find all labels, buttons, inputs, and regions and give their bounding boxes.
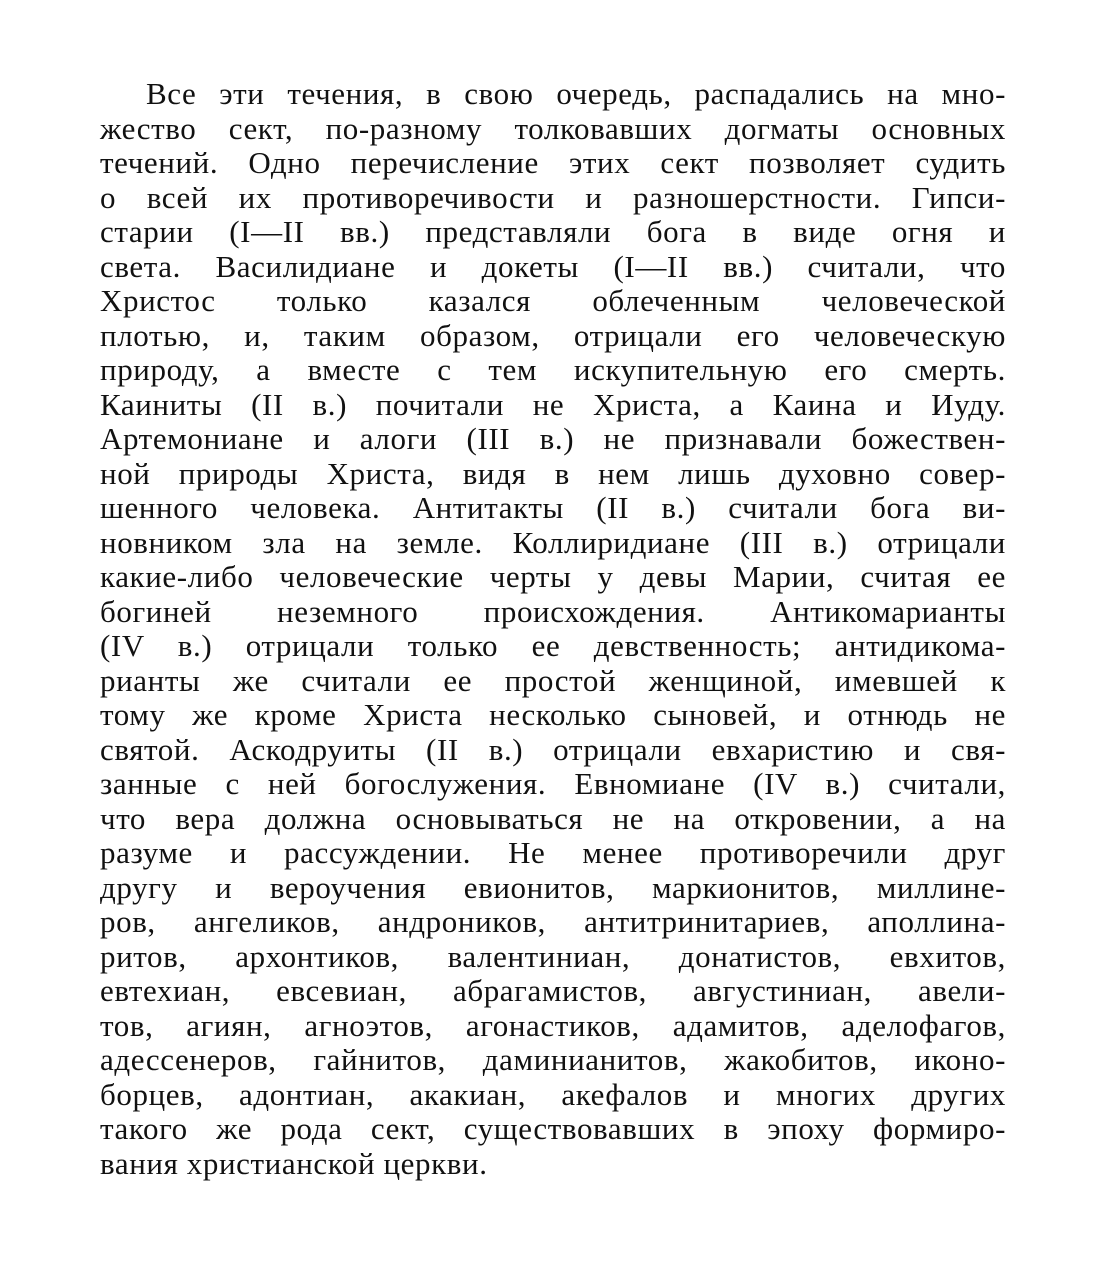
text-line: тов, агиян, агноэтов, агонастиков, адамитов, аделофагов,: [100, 1007, 1006, 1043]
text-line: другу и вероучения евионитов, маркионитов, миллине-: [100, 869, 1006, 905]
text-line: разуме и рассуждении. Не менее противоречили друг: [100, 835, 1006, 870]
body-paragraph: [100, 77, 1006, 1181]
text-line: тому же кроме Христа несколько сыновей, и отнюдь не: [100, 697, 1006, 732]
text-line: такого же рода сект, существовавших в эпоху формиро-: [100, 1111, 1006, 1146]
text-line: ритов, архонтиков, валентиниан, донатистов, евхитов,: [100, 938, 1006, 974]
text-line: течений. Одно перечисление этих сект позволяет судить: [100, 145, 1006, 180]
text-line: святой. Аскодруиты (II в.) отрицали евхаристию и свя-: [100, 731, 1006, 767]
text-line: вания христианской церкви.: [100, 1145, 488, 1181]
text-line: о всей их противоречивости и разношерстности. Гипси-: [100, 179, 1006, 215]
text-line: богиней неземного происхождения. Антикомарианты: [100, 593, 1006, 629]
text-line: Каиниты (II в.) почитали не Христа, а Каина и Иуду.: [100, 386, 1006, 422]
text-line: рианты же считали ее простой женщиной, имевшей к: [100, 662, 1006, 698]
text-line: адессенеров, гайнитов, даминианитов, жакобитов, иконо-: [100, 1042, 1006, 1077]
text-line: какие-либо человеческие черты у девы Марии, считая ее: [100, 559, 1006, 594]
text-line: шенного человека. Антитакты (II в.) считали бога ви-: [100, 490, 1006, 525]
text-line: природу, а вместе с тем искупительную его смерть.: [100, 352, 1006, 387]
text-line: занные с ней богослужения. Евномиане (IV в.) считали,: [100, 766, 1006, 801]
text-line: света. Василидиане и докеты (I—II вв.) считали, что: [100, 248, 1006, 284]
text-line: борцев, адонтиан, акакиан, акефалов и многих других: [100, 1076, 1006, 1112]
text-line: ров, ангеликов, андроников, антитринитариев, аполлина-: [100, 904, 1006, 939]
text-line: жество сект, по-разному толковавших догматы основных: [100, 110, 1006, 146]
text-line: старии (I—II вв.) представляли бога в виде огня и: [100, 214, 1006, 249]
text-line: плотью, и, таким образом, отрицали его человеческую: [100, 317, 1006, 353]
text-line: (IV в.) отрицали только ее девственность; антидикома-: [100, 628, 1006, 663]
text-line: новником зла на земле. Коллиридиане (III в.) отрицали: [100, 524, 1006, 560]
text-line: ной природы Христа, видя в нем лишь духовно совер-: [100, 455, 1006, 491]
text-line: Артемониане и алоги (III в.) не признавали божествен-: [100, 421, 1006, 456]
text-line: евтехиан, евсевиан, абрагамистов, августиниан, авели-: [100, 973, 1006, 1008]
text-line: что вера должна основываться не на откровении, а на: [100, 800, 1006, 836]
text-line: Христос только казался облеченным человеческой: [100, 283, 1006, 318]
text-line: Все эти течения, в свою очередь, распадались на мно-: [146, 76, 1006, 111]
